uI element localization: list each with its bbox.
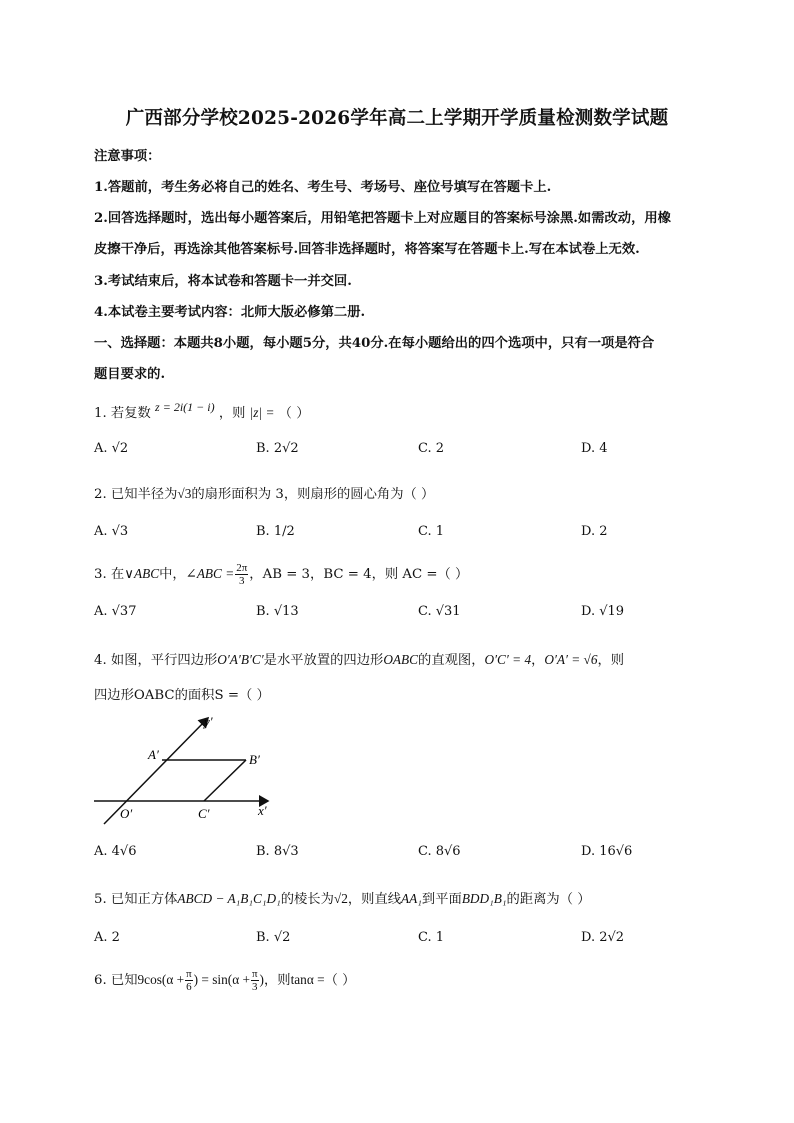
- note-2b: 皮擦干净后，再选涂其他答案标号.回答非选择题时，将答案写在答题卡上.写在本试卷上无效.: [94, 242, 640, 257]
- q3-option-c[interactable]: C. √31: [418, 604, 461, 619]
- q6-fraction-1: [185, 968, 193, 993]
- q4-text-d: ，则: [597, 653, 625, 668]
- q6-text-a: 6. 已知: [94, 973, 138, 988]
- question-4-line2: 四边形OABC的面积S =（ ）: [94, 688, 270, 703]
- notes-heading: 注意事项：: [94, 149, 161, 164]
- section-heading-line1: 一、选择题：本题共8小题，每小题5分，共40分.在每小题给出的四个选项中，只有一项是符合: [94, 336, 655, 351]
- q1-prefix: 1. 若复数: [94, 406, 151, 421]
- label-o-prime: O′: [120, 806, 133, 821]
- q1-option-b[interactable]: B. 2√2: [256, 441, 299, 456]
- q4-option-d[interactable]: D. 16√6: [581, 844, 633, 859]
- q4-quad: OABC: [383, 652, 419, 667]
- q4-parallelogram: O′A′B′C′: [217, 652, 264, 667]
- q3-angle-fraction: [235, 562, 248, 587]
- q4-cond-1: O′C′ = 4: [484, 652, 532, 667]
- page-title: 广西部分学校2025-2026学年高二上学期开学质量检测数学试题: [125, 108, 669, 129]
- q1-option-a[interactable]: A. √2: [94, 441, 129, 456]
- q5-text-b: 的棱长为: [280, 892, 334, 907]
- question-4-line1: [94, 649, 624, 668]
- q5-edge: √2: [333, 891, 348, 906]
- label-y-prime: y′: [204, 714, 213, 729]
- q2-radius: √3: [177, 486, 192, 501]
- q1-option-d[interactable]: D. 4: [581, 441, 608, 456]
- q4-figure: [90, 712, 280, 830]
- question-1: [94, 402, 310, 421]
- q3-triangle: ∨ABC: [124, 566, 160, 581]
- q1-expression: z = 2i(1 − i): [155, 400, 215, 414]
- q6-ask: tanα =: [290, 972, 325, 987]
- q1-abs: |z| =: [249, 405, 275, 420]
- q5-text-e: 的距离为（ ）: [506, 892, 591, 907]
- q3-option-b[interactable]: B. √13: [256, 604, 299, 619]
- q6-rhs: ): [259, 972, 264, 987]
- q6-fraction-2: [251, 968, 259, 993]
- q6-f1-num: π: [186, 968, 192, 980]
- label-x-prime: x′: [258, 803, 267, 818]
- q6-mid: ) = sin(α +: [193, 972, 250, 987]
- q4-text-c: 的直观图，: [418, 653, 485, 668]
- q4-figure-svg: [90, 712, 280, 830]
- q4-text-b: 是水平放置的四边形: [263, 653, 384, 668]
- q1-mid: ，则: [218, 406, 246, 421]
- q2-text-b: 的扇形面积为 3，则扇形的圆心角为（ ）: [191, 487, 435, 502]
- question-2: [94, 483, 434, 502]
- note-2a: 2.回答选择题时，选出每小题答案后，用铅笔把答题卡上对应题目的答案标号涂黑.如需改动，用橡: [94, 211, 671, 226]
- q4-option-b[interactable]: B. 8√3: [256, 844, 299, 859]
- q4-option-c[interactable]: C. 8√6: [418, 844, 461, 859]
- question-6: [94, 968, 355, 993]
- q5-option-d[interactable]: D. 2√2: [581, 930, 625, 945]
- q4-cond-2: O′A′ = √6: [544, 652, 598, 667]
- q6-f2-num: π: [251, 968, 258, 980]
- q3-sides: ，AB = 3，BC = 4，则 AC =（ ）: [249, 567, 469, 582]
- note-1: 1.答题前，考生务必将自己的姓名、考生号、考场号、座位号填写在答题卡上.: [94, 180, 552, 195]
- label-b-prime: B′: [249, 752, 260, 767]
- q5-cube: ABCD − A₁B₁C₁D₁: [177, 891, 281, 906]
- q3-text-b: 中，: [159, 567, 186, 582]
- section-heading-line2: 题目要求的.: [94, 367, 166, 382]
- q4-text-a: 4. 如图，平行四边形: [94, 653, 218, 668]
- q3-angle: ∠ABC =: [185, 566, 235, 581]
- q6-f1-den: 6: [186, 981, 192, 993]
- q5-option-a[interactable]: A. 2: [94, 930, 120, 945]
- q5-text-a: 5. 已知正方体: [94, 892, 178, 907]
- q5-plane: BDD₁B₁: [461, 891, 507, 906]
- q1-option-c[interactable]: C. 2: [418, 441, 445, 456]
- q4-sep: ，: [531, 653, 545, 668]
- q5-line: AA₁: [401, 891, 422, 906]
- note-4: 4.本试卷主要考试内容：北师大版必修第二册.: [94, 305, 366, 320]
- q6-lhs: 9cos(α +: [137, 972, 185, 987]
- q2-text-a: 2. 已知半径为: [94, 487, 178, 502]
- q3-text-a: 3. 在: [94, 567, 125, 582]
- q2-option-d[interactable]: D. 2: [581, 524, 608, 539]
- q4-option-a[interactable]: A. 4√6: [94, 844, 137, 859]
- q3-option-a[interactable]: A. √37: [94, 604, 137, 619]
- q1-paren: （ ）: [278, 406, 310, 421]
- q5-option-c[interactable]: C. 1: [418, 930, 445, 945]
- q2-option-b[interactable]: B. 1/2: [256, 524, 295, 539]
- edge-b-c: [204, 760, 246, 801]
- label-c-prime: C′: [198, 806, 210, 821]
- q5-text-d: 到平面: [421, 892, 462, 907]
- q3-option-d[interactable]: D. √19: [581, 604, 625, 619]
- q6-f2-den: 3: [252, 981, 258, 993]
- q6-paren: （ ）: [324, 973, 356, 988]
- q2-option-c[interactable]: C. 1: [418, 524, 445, 539]
- q2-option-a[interactable]: A. √3: [94, 524, 129, 539]
- question-3: [94, 562, 468, 587]
- q3-angle-den: 3: [239, 575, 245, 587]
- note-3: 3.考试结束后，将本试卷和答题卡一并交回.: [94, 274, 352, 289]
- q5-text-c: ，则直线: [347, 892, 402, 907]
- q3-angle-num: 2π: [236, 562, 248, 574]
- label-a-prime: A′: [148, 747, 159, 762]
- question-5: [94, 888, 591, 907]
- q6-text-b: ，则: [263, 973, 291, 988]
- q5-option-b[interactable]: B. √2: [256, 930, 291, 945]
